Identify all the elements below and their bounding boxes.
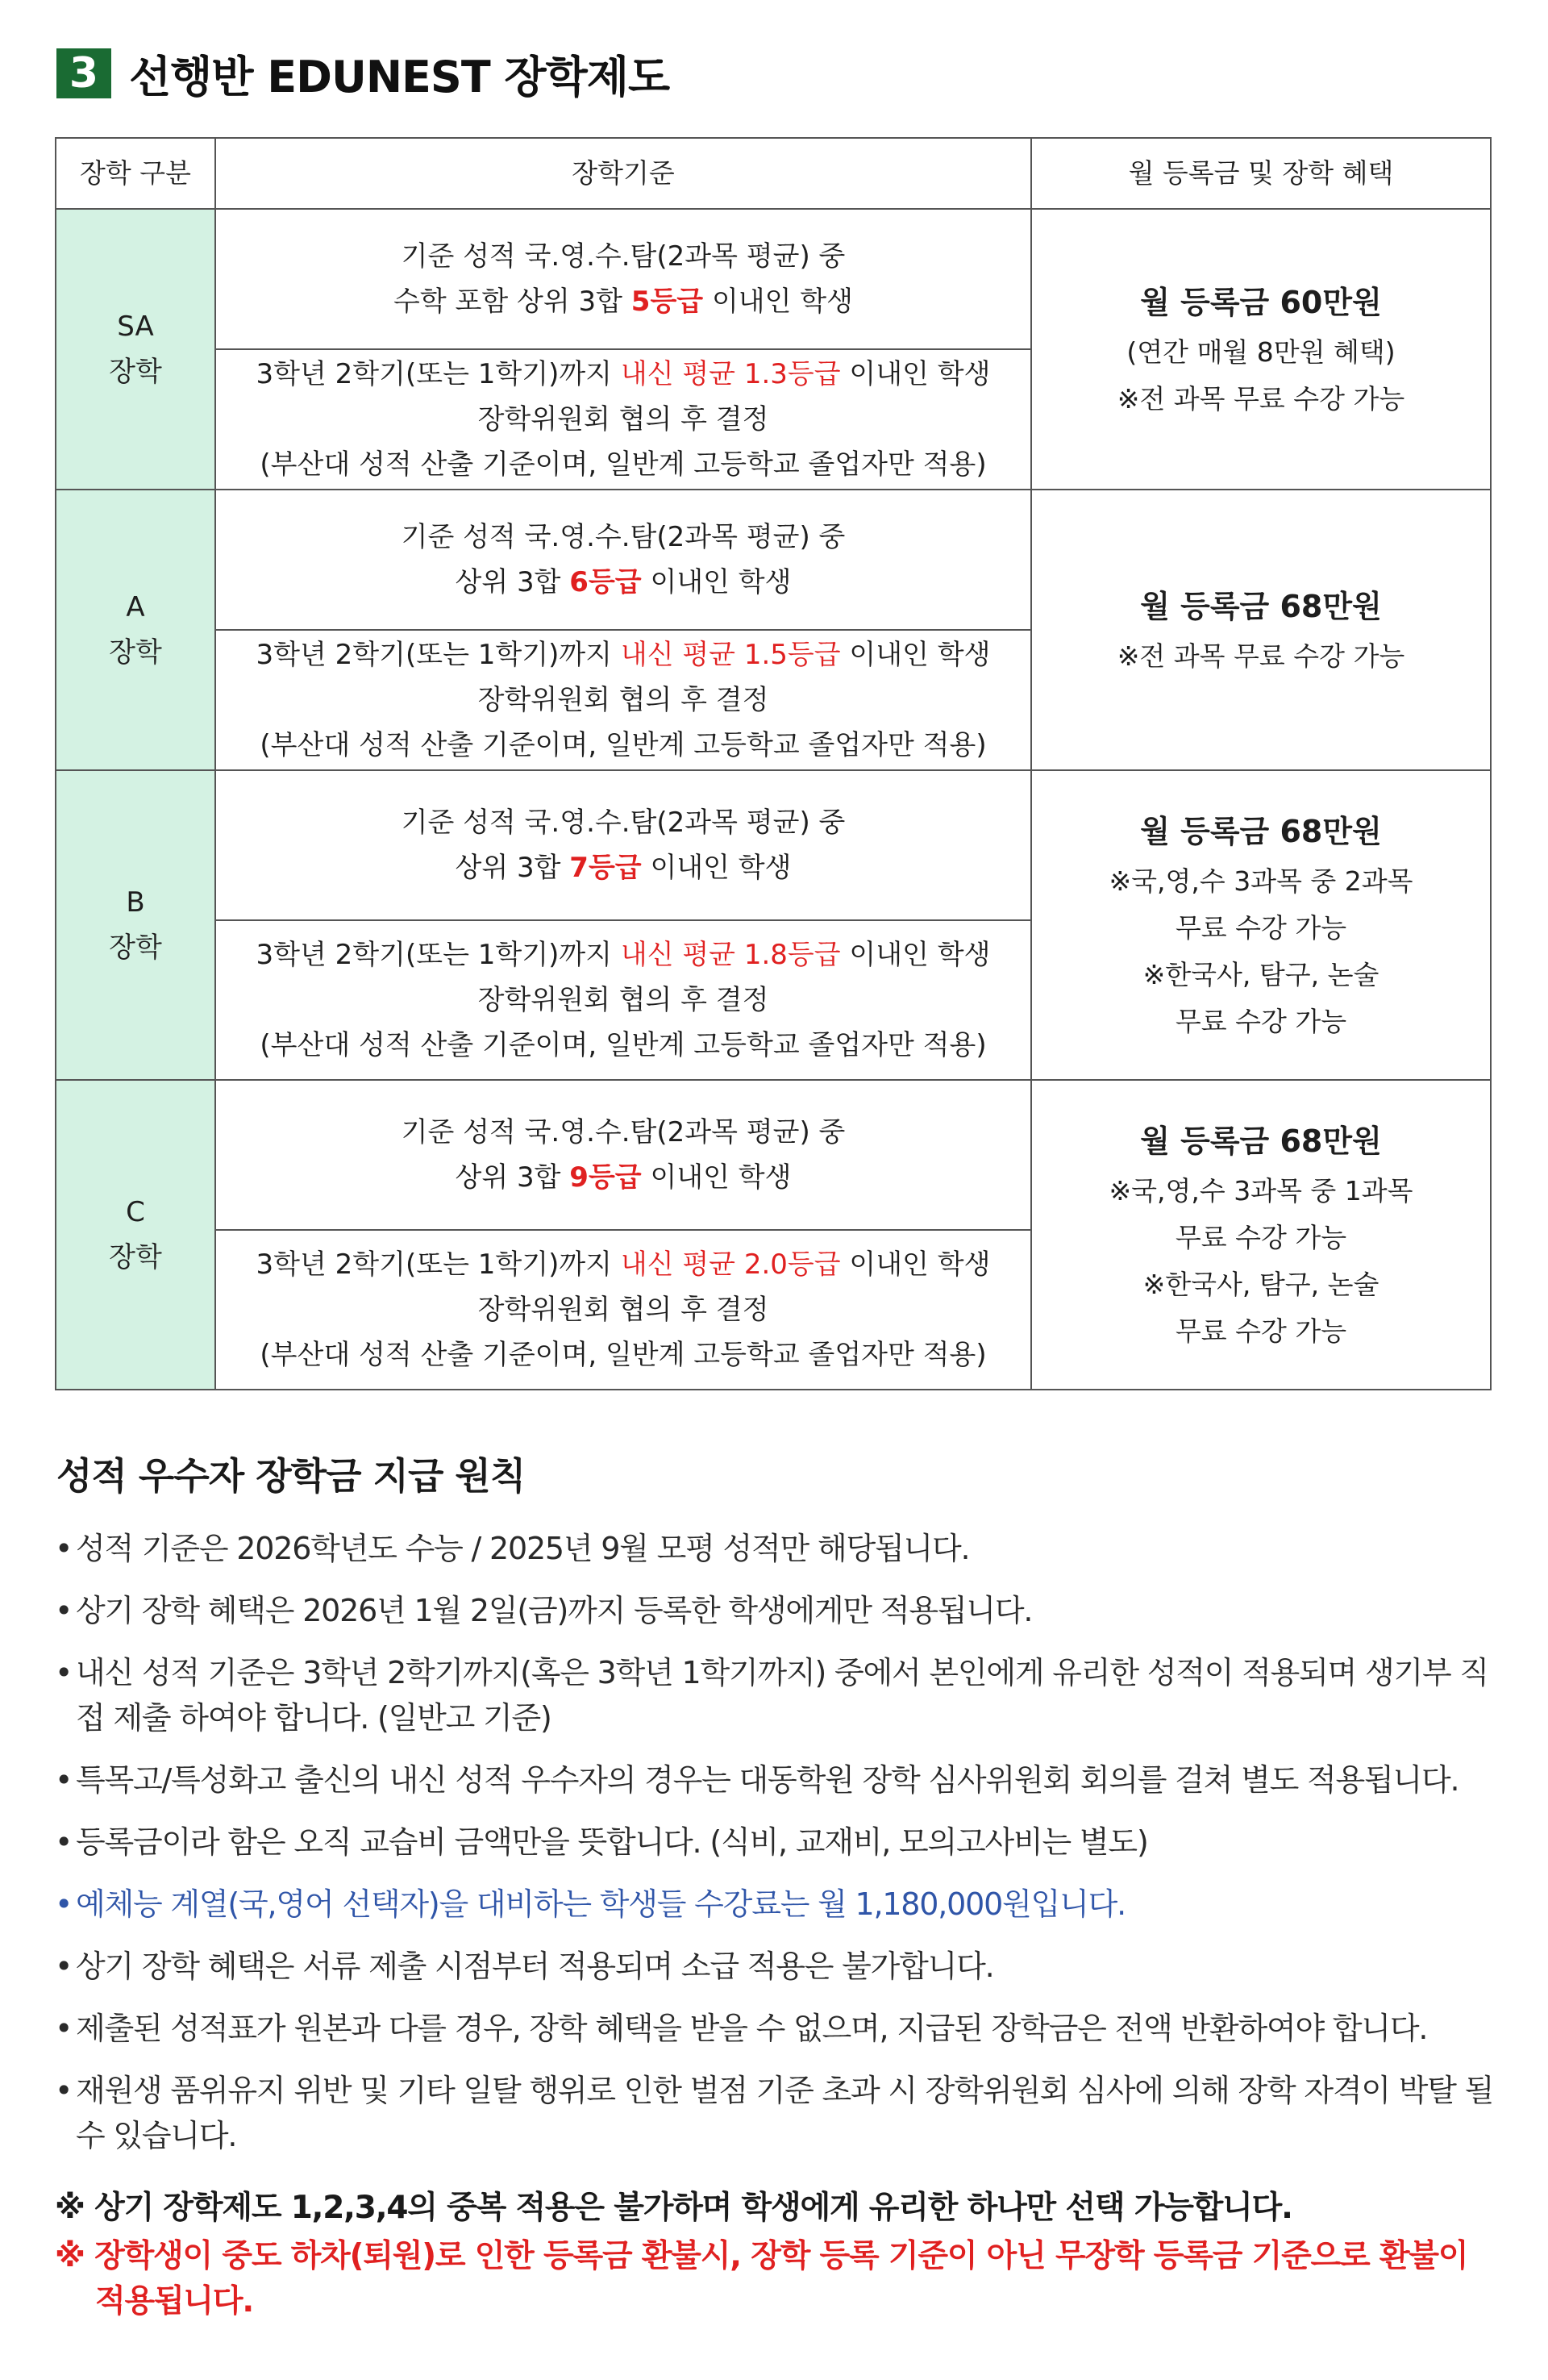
criteria-exam-line1: 기준 성적 국.영.수.탐(2과목 평균) 중 [401,240,846,273]
scholarship-category [56,209,215,490]
criteria-grade-suffix: 이내인 학생 [840,639,991,671]
list-item: • 재원생 품위유지 위반 및 기타 일탈 행위로 인한 벌점 기준 초과 시 장학위원회 심사에 의해 장학 자격이 박탈 될 수 있습니다. [55,2068,1498,2158]
criteria-school-grade [215,349,1031,490]
criteria-exam-text: 상위 3합 [455,1161,570,1194]
criteria-grade-suffix: 이내인 학생 [840,1248,991,1281]
criteria-exam-line2 [216,279,1030,324]
principles-title: 성적 우수자 장학금 지급 원칙 [56,1454,526,1498]
benefit-detail: ※한국사, 탐구, 논술 [1142,1269,1379,1300]
criteria-grade-average: 내신 평균 1.8등급 [620,939,841,971]
list-item: • 상기 장학 혜택은 서류 제출 시점부터 적용되며 소급 적용은 불가합니다. [55,1944,1498,1989]
criteria-exam-grade: 7등급 [569,852,642,884]
benefit-detail: (연간 매월 8만원 혜택) [1126,336,1396,368]
page-title: 선행반 EDUNEST 장학제도 [129,51,670,102]
criteria-exam [215,490,1031,630]
list-item: • 예체능 계열(국,영어 선택자)을 대비하는 학생들 수강료는 월 1,180,000원입니다. [55,1882,1498,1927]
benefit-detail: 무료 수강 가능 [1175,1222,1347,1253]
benefit-detail: ※국,영,수 3과목 중 1과목 [1109,1175,1413,1207]
criteria-exam-grade: 6등급 [569,566,642,598]
benefit-tuition: 월 등록금 68만원 [1140,814,1382,849]
criteria-exam-line1: 기준 성적 국.영.수.탐(2과목 평균) 중 [401,521,846,553]
criteria-exam-suffix: 이내인 학생 [641,1161,792,1194]
criteria-school-grade [215,630,1031,770]
criteria-exam-line1: 기준 성적 국.영.수.탐(2과목 평균) 중 [401,1116,846,1148]
criteria-school-grade [215,1230,1031,1390]
criteria-grade-text: 3학년 2학기(또는 1학기)까지 [256,1248,621,1281]
criteria-exam [215,209,1031,349]
list-item: • 성적 기준은 2026학년도 수능 / 2025년 9월 모평 성적만 해당됩니다. [55,1526,1498,1571]
benefit-cell [1031,770,1491,1080]
criteria-exam-suffix: 이내인 학생 [703,286,853,318]
benefit-tuition: 월 등록금 60만원 [1140,285,1382,320]
category-code: C [126,1196,145,1228]
category-code: A [126,591,145,623]
criteria-grade-line2: 장학위원회 협의 후 결정 [477,1294,769,1326]
list-item: • 특목고/특성화고 출신의 내신 성적 우수자의 경우는 대동학원 장학 심사위원회 회의를 걸쳐 별도 적용됩니다. [55,1757,1498,1803]
list-item: • 내신 성적 기준은 3학년 2학기까지(혹은 3학년 1학기까지) 중에서 본인에게 유리한 성적이 적용되며 생기부 직접 제출 하여야 합니다. (일반고 기준) [55,1650,1498,1740]
criteria-grade-line2: 장학위원회 협의 후 결정 [477,403,769,436]
criteria-grade-line2: 장학위원회 협의 후 결정 [477,984,769,1016]
scholarship-category [56,490,215,770]
benefit-cell [1031,1080,1491,1390]
notes [55,2186,1498,2324]
column-header-category: 장학 구분 [56,138,215,209]
category-code: B [126,886,145,919]
criteria-exam-text: 상위 3합 [455,852,570,884]
criteria-grade-line2: 장학위원회 협의 후 결정 [477,684,769,716]
scholarship-table [55,137,1492,1390]
criteria-grade-average: 내신 평균 1.5등급 [620,639,841,671]
criteria-grade-line1 [216,352,1030,397]
table-row [56,770,1491,920]
criteria-grade-line1 [216,932,1030,977]
criteria-school-grade [215,920,1031,1080]
benefit-detail: ※전 과목 무료 수강 가능 [1117,640,1405,672]
criteria-exam-suffix: 이내인 학생 [641,852,792,884]
criteria-exam [215,770,1031,920]
benefit-detail: 무료 수강 가능 [1175,1006,1347,1037]
criteria-exam [215,1080,1031,1230]
note-refund: ※ 장학생이 중도 하차(퇴원)로 인한 등록금 환불시, 장학 등록 기준이 아닌 무장학 등록금 기준으로 환불이 적용됩니다. [55,2238,1468,2320]
criteria-grade-line3: (부산대 성적 산출 기준이며, 일반계 고등학교 졸업자만 적용) [260,448,987,481]
criteria-grade-text: 3학년 2학기(또는 1학기)까지 [256,358,621,390]
table-row [56,209,1491,349]
benefit-detail: 무료 수강 가능 [1175,912,1347,944]
criteria-grade-line3: (부산대 성적 산출 기준이며, 일반계 고등학교 졸업자만 적용) [260,1339,987,1371]
criteria-grade-average: 내신 평균 2.0등급 [620,1248,841,1281]
criteria-exam-line2 [216,845,1030,890]
benefit-detail: 무료 수강 가능 [1175,1315,1347,1347]
category-label: 장학 [109,636,162,669]
category-code: SA [117,311,154,343]
criteria-exam-line2 [216,1155,1030,1200]
benefit-detail: ※한국사, 탐구, 논술 [1142,959,1379,990]
criteria-grade-line3: (부산대 성적 산출 기준이며, 일반계 고등학교 졸업자만 적용) [260,729,987,761]
section-number-badge: 3 [56,48,111,98]
criteria-grade-text: 3학년 2학기(또는 1학기)까지 [256,939,621,971]
list-item: • 제출된 성적표가 원본과 다를 경우, 장학 혜택을 받을 수 없으며, 지급된 장학금은 전액 반환하여야 합니다. [55,2006,1498,2051]
criteria-grade-line3: (부산대 성적 산출 기준이며, 일반계 고등학교 졸업자만 적용) [260,1029,987,1061]
benefit-cell [1031,490,1491,770]
criteria-grade-line1 [216,632,1030,677]
criteria-exam-text: 상위 3합 [455,566,570,598]
column-header-criteria: 장학기준 [215,138,1031,209]
criteria-exam-line1: 기준 성적 국.영.수.탐(2과목 평균) 중 [401,807,846,839]
category-label: 장학 [109,932,162,964]
criteria-grade-line1 [216,1242,1030,1287]
benefit-tuition: 월 등록금 68만원 [1140,589,1382,624]
criteria-grade-suffix: 이내인 학생 [840,939,991,971]
table-row [56,490,1491,630]
criteria-exam-suffix: 이내인 학생 [641,566,792,598]
note-no-duplicate: ※ 상기 장학제도 1,2,3,4의 중복 적용은 불가하며 학생에게 유리한 하나만 선택 가능합니다. [55,2190,1292,2226]
scholarship-category [56,770,215,1080]
criteria-exam-grade: 5등급 [630,286,704,318]
criteria-exam-text: 수학 포함 상위 3합 [393,286,631,318]
column-header-benefit: 월 등록금 및 장학 혜택 [1031,138,1491,209]
criteria-grade-text: 3학년 2학기(또는 1학기)까지 [256,639,621,671]
benefit-cell [1031,209,1491,490]
benefit-detail: ※국,영,수 3과목 중 2과목 [1109,865,1413,897]
category-label: 장학 [109,1241,162,1273]
scholarship-category [56,1080,215,1390]
criteria-grade-suffix: 이내인 학생 [840,358,991,390]
criteria-exam-grade: 9등급 [569,1161,642,1194]
category-label: 장학 [109,356,162,388]
table-header-row [56,138,1491,209]
benefit-detail: ※전 과목 무료 수강 가능 [1117,383,1405,415]
criteria-grade-average: 내신 평균 1.3등급 [620,358,841,390]
section-header [56,45,669,102]
criteria-exam-line2 [216,560,1030,605]
benefit-tuition: 월 등록금 68만원 [1140,1123,1382,1159]
table-row [56,1080,1491,1230]
principles-list [55,1526,1498,2175]
list-item: • 상기 장학 혜택은 2026년 1월 2일(금)까지 등록한 학생에게만 적용됩니다. [55,1588,1498,1633]
list-item: • 등록금이라 함은 오직 교습비 금액만을 뜻합니다. (식비, 교재비, 모의고사비는 별도) [55,1819,1498,1865]
